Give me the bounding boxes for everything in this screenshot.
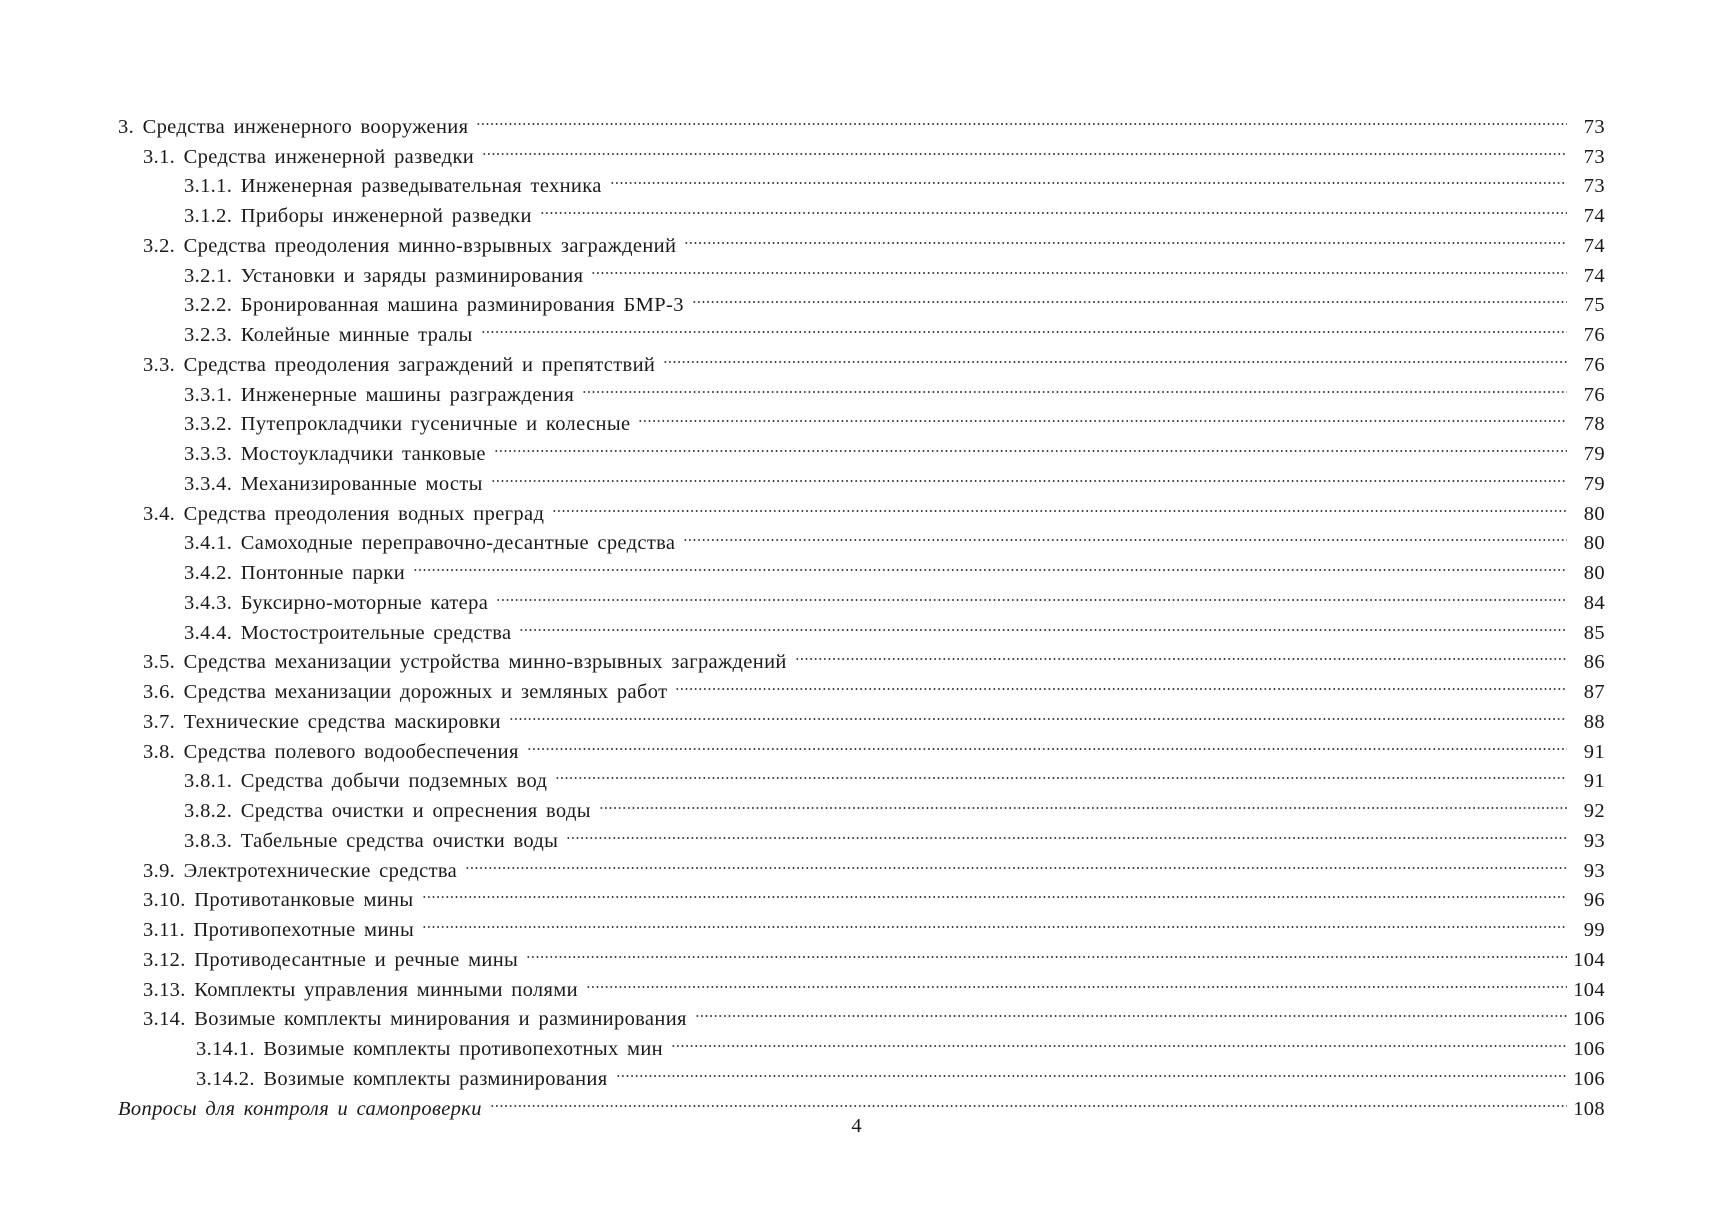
toc-entry-number: 3.14.2. (196, 1067, 255, 1090)
toc-entry-number: 3.1. (143, 145, 176, 168)
toc-entry-text: Вопросы для контроля и самопроверки (118, 1097, 482, 1120)
dot-leader (491, 460, 1567, 490)
toc-entry-number: 3.3.1. (184, 383, 233, 406)
toc-entry-title (184, 589, 496, 619)
toc-entry-text: Электротехнические средства (183, 859, 458, 882)
dot-leader (591, 252, 1567, 282)
dot-leader (586, 966, 1567, 996)
toc-entry-text: Мостостроительные средства (240, 621, 512, 644)
toc-entry-text: Понтонные парки (240, 562, 406, 584)
toc-entry-text: Противодесантные и речные мины (194, 948, 519, 971)
toc-entry-page: 73 (1583, 115, 1605, 138)
toc-entry-text: Инженерная разведывательная техника (240, 175, 602, 198)
dot-leader (582, 371, 1567, 401)
toc-entry-page: 96 (1583, 889, 1605, 912)
toc-entry-number: 3.14. (143, 1008, 186, 1031)
toc-entry-text: Мостоукладчики танковые (240, 443, 486, 465)
toc-entry-text: Возимые комплекты минирования и разминирования (194, 1008, 687, 1031)
toc-entry-text: Средства добычи подземных вод (240, 770, 548, 793)
toc-entry-title (143, 946, 526, 976)
toc-entry-number: 3.2. (143, 234, 176, 257)
toc-entry-text: Самоходные переправочно-десантные средства (240, 532, 676, 555)
toc-entry-number: 3.3. (143, 353, 176, 376)
toc-entry-page: 87 (1583, 681, 1605, 703)
toc-entry-number: 3.8. (143, 740, 176, 763)
toc-entry-number: 3.3.3. (184, 443, 233, 465)
toc-entry-number: 3.8.2. (184, 800, 233, 822)
toc-entry-number: 3.2.3. (184, 324, 233, 346)
toc-entry-page: 86 (1583, 651, 1605, 674)
toc-entry-title (143, 1005, 695, 1035)
toc-entry-number: 3.9. (143, 859, 176, 882)
toc-entry-text: Средства преодоления водных преград (183, 502, 545, 525)
dot-leader (616, 1055, 1568, 1085)
toc-entry-number: 3.14.1. (196, 1038, 255, 1060)
toc-entry-number: 3.3.4. (184, 472, 233, 495)
toc-entry-page: 106 (1573, 1008, 1605, 1031)
toc-entry-text: Средства инженерного вооружения (142, 115, 469, 138)
dot-leader (422, 906, 1567, 936)
toc-entry-title (143, 500, 552, 530)
toc-entry-text: Буксирно-моторные катера (240, 591, 489, 614)
toc-entry-page: 78 (1583, 413, 1605, 436)
toc-entry-number: 3.1.2. (184, 205, 233, 227)
toc-entry-text: Бронированная машина разминирования БМР-3 (240, 294, 684, 317)
toc-entry-title (184, 559, 413, 589)
toc-entry-page: 104 (1573, 948, 1605, 971)
dot-leader (527, 728, 1567, 758)
toc-entry-page: 76 (1583, 353, 1605, 376)
toc-entry-number: 3.3.2. (184, 413, 233, 436)
toc-entry-text: Средства механизации дорожных и земляных работ (183, 681, 668, 703)
toc-entry-title (184, 767, 555, 797)
toc-entry-page: 76 (1583, 383, 1605, 406)
dot-leader (795, 639, 1567, 669)
toc-entry-page: 80 (1583, 532, 1605, 555)
toc-entry-title (184, 470, 491, 500)
toc-entry-title (196, 1035, 671, 1065)
toc-entry-page: 80 (1583, 562, 1605, 584)
toc-entry-title (184, 321, 481, 351)
dot-leader (599, 787, 1567, 817)
toc-entry-number: 3.1.1. (184, 175, 233, 198)
toc-entry-title (143, 857, 465, 887)
toc-entry-number: 3.12. (143, 948, 186, 971)
toc-entry-page: 104 (1573, 978, 1605, 1001)
toc-entry-text: Установки и заряды разминирования (240, 264, 584, 287)
dot-leader (671, 1025, 1567, 1055)
toc-entry-title (184, 202, 540, 232)
toc-entry-title (184, 440, 494, 470)
table-of-contents (118, 103, 1605, 1120)
toc-entry-number: 3.6. (143, 681, 176, 703)
toc-entry-text: Колейные минные тралы (240, 324, 473, 346)
toc-entry-title (118, 113, 476, 143)
toc-entry-title (184, 619, 519, 649)
toc-entry-title (143, 708, 509, 738)
toc-entry-text: Средства преодоления заграждений и препятствий (183, 353, 656, 376)
toc-entry-text: Средства преодоления минно-взрывных заграждений (183, 234, 677, 257)
toc-entry-title (143, 143, 482, 173)
dot-leader (540, 192, 1567, 222)
toc-entry-text: Механизированные мосты (240, 472, 483, 495)
toc-entry-page: 80 (1583, 502, 1605, 525)
dot-leader (490, 1085, 1567, 1115)
dot-leader (566, 817, 1567, 847)
dot-leader (695, 996, 1567, 1026)
toc-entry-text: Средства полевого водообеспечения (183, 740, 519, 763)
toc-entry-number: 3.8.1. (184, 770, 233, 793)
toc-entry-page: 106 (1573, 1038, 1605, 1060)
toc-entry-text: Противопехотные мины (193, 919, 415, 941)
dot-leader (509, 698, 1567, 728)
toc-entry-text: Средства очистки и опреснения воды (240, 800, 591, 822)
toc-entry-page: 74 (1583, 264, 1605, 287)
toc-entry-text: Приборы инженерной разведки (240, 205, 532, 227)
dot-leader (692, 282, 1567, 312)
toc-entry-page: 73 (1583, 175, 1605, 198)
toc-entry-page: 91 (1583, 740, 1605, 763)
dot-leader (413, 549, 1567, 579)
toc-entry-title (184, 262, 591, 292)
dot-leader (481, 311, 1567, 341)
toc-entry-page: 99 (1583, 919, 1605, 941)
toc-entry-page: 106 (1573, 1067, 1605, 1090)
toc-entry-title (184, 797, 599, 827)
toc-entry-number: 3.4.1. (184, 532, 233, 555)
toc-entry-page: 73 (1583, 145, 1605, 168)
toc-entry-page: 93 (1583, 859, 1605, 882)
dot-leader (610, 163, 1567, 193)
toc-entry-number: 3.8.3. (184, 829, 233, 852)
dot-leader (465, 847, 1567, 877)
dot-leader (638, 401, 1567, 431)
toc-entry-title (143, 976, 586, 1006)
toc-entry-text: Табельные средства очистки воды (240, 829, 559, 852)
toc-entry-page: 91 (1583, 770, 1605, 793)
toc-entry-text: Комплекты управления минными полями (194, 978, 578, 1001)
dot-leader (476, 103, 1567, 133)
toc-entry-page: 76 (1583, 324, 1605, 346)
dot-leader (683, 520, 1567, 550)
toc-entry-number: 3.2.2. (184, 294, 233, 317)
toc-entry-number: 3.4. (143, 502, 176, 525)
toc-entry-number: 3.4.2. (184, 562, 233, 584)
toc-entry-text: Средства инженерной разведки (183, 145, 475, 168)
toc-entry-page: 93 (1583, 829, 1605, 852)
dot-leader (496, 579, 1567, 609)
toc-entry-text: Инженерные машины разграждения (240, 383, 575, 406)
toc-entry-number: 3.7. (143, 710, 176, 733)
dot-leader (519, 609, 1567, 639)
toc-entry-text: Возимые комплекты разминирования (263, 1067, 608, 1090)
toc-entry-title (143, 738, 527, 768)
toc-entry-page: 108 (1573, 1097, 1605, 1120)
toc-entry-title (143, 886, 422, 916)
toc-entry-number: 3. (118, 115, 135, 138)
dot-leader (555, 758, 1567, 788)
toc-entry-number: 3.2.1. (184, 264, 233, 287)
dot-leader (663, 341, 1567, 371)
dot-leader (552, 490, 1567, 520)
toc-entry-page: 74 (1583, 205, 1605, 227)
toc-entry-number: 3.4.4. (184, 621, 233, 644)
toc-entry (118, 103, 1605, 138)
toc-entry-page: 85 (1583, 621, 1605, 644)
toc-entry-page: 92 (1583, 800, 1605, 822)
toc-entry-number: 3.5. (143, 651, 176, 674)
dot-leader (684, 222, 1567, 252)
toc-entry-text: Противотанковые мины (194, 889, 414, 912)
toc-entry-number: 3.10. (143, 889, 186, 912)
dot-leader (675, 668, 1567, 698)
page-number: 4 (851, 1115, 862, 1137)
toc-entry-page: 84 (1583, 591, 1605, 614)
toc-entry-number: 3.4.3. (184, 591, 233, 614)
toc-entry-text: Путепрокладчики гусеничные и колесные (240, 413, 631, 436)
toc-entry-text: Возимые комплекты противопехотных мин (263, 1038, 663, 1060)
toc-entry-number: 3.11. (143, 919, 185, 941)
toc-entry-number: 3.13. (143, 978, 186, 1001)
dot-leader (494, 430, 1567, 460)
toc-entry-page: 79 (1583, 443, 1605, 465)
toc-entry-page: 88 (1583, 710, 1605, 733)
dot-leader (422, 877, 1567, 907)
toc-entry-page: 75 (1583, 294, 1605, 317)
dot-leader (526, 936, 1567, 966)
toc-entry-page: 79 (1583, 472, 1605, 495)
toc-entry-text: Средства механизации устройства минно-взрывных заграждений (183, 651, 787, 674)
dot-leader (482, 133, 1567, 163)
toc-entry-title (143, 916, 422, 946)
toc-entry-page: 74 (1583, 234, 1605, 257)
toc-entry-text: Технические средства маскировки (183, 710, 501, 733)
toc-entry-title (184, 381, 582, 411)
